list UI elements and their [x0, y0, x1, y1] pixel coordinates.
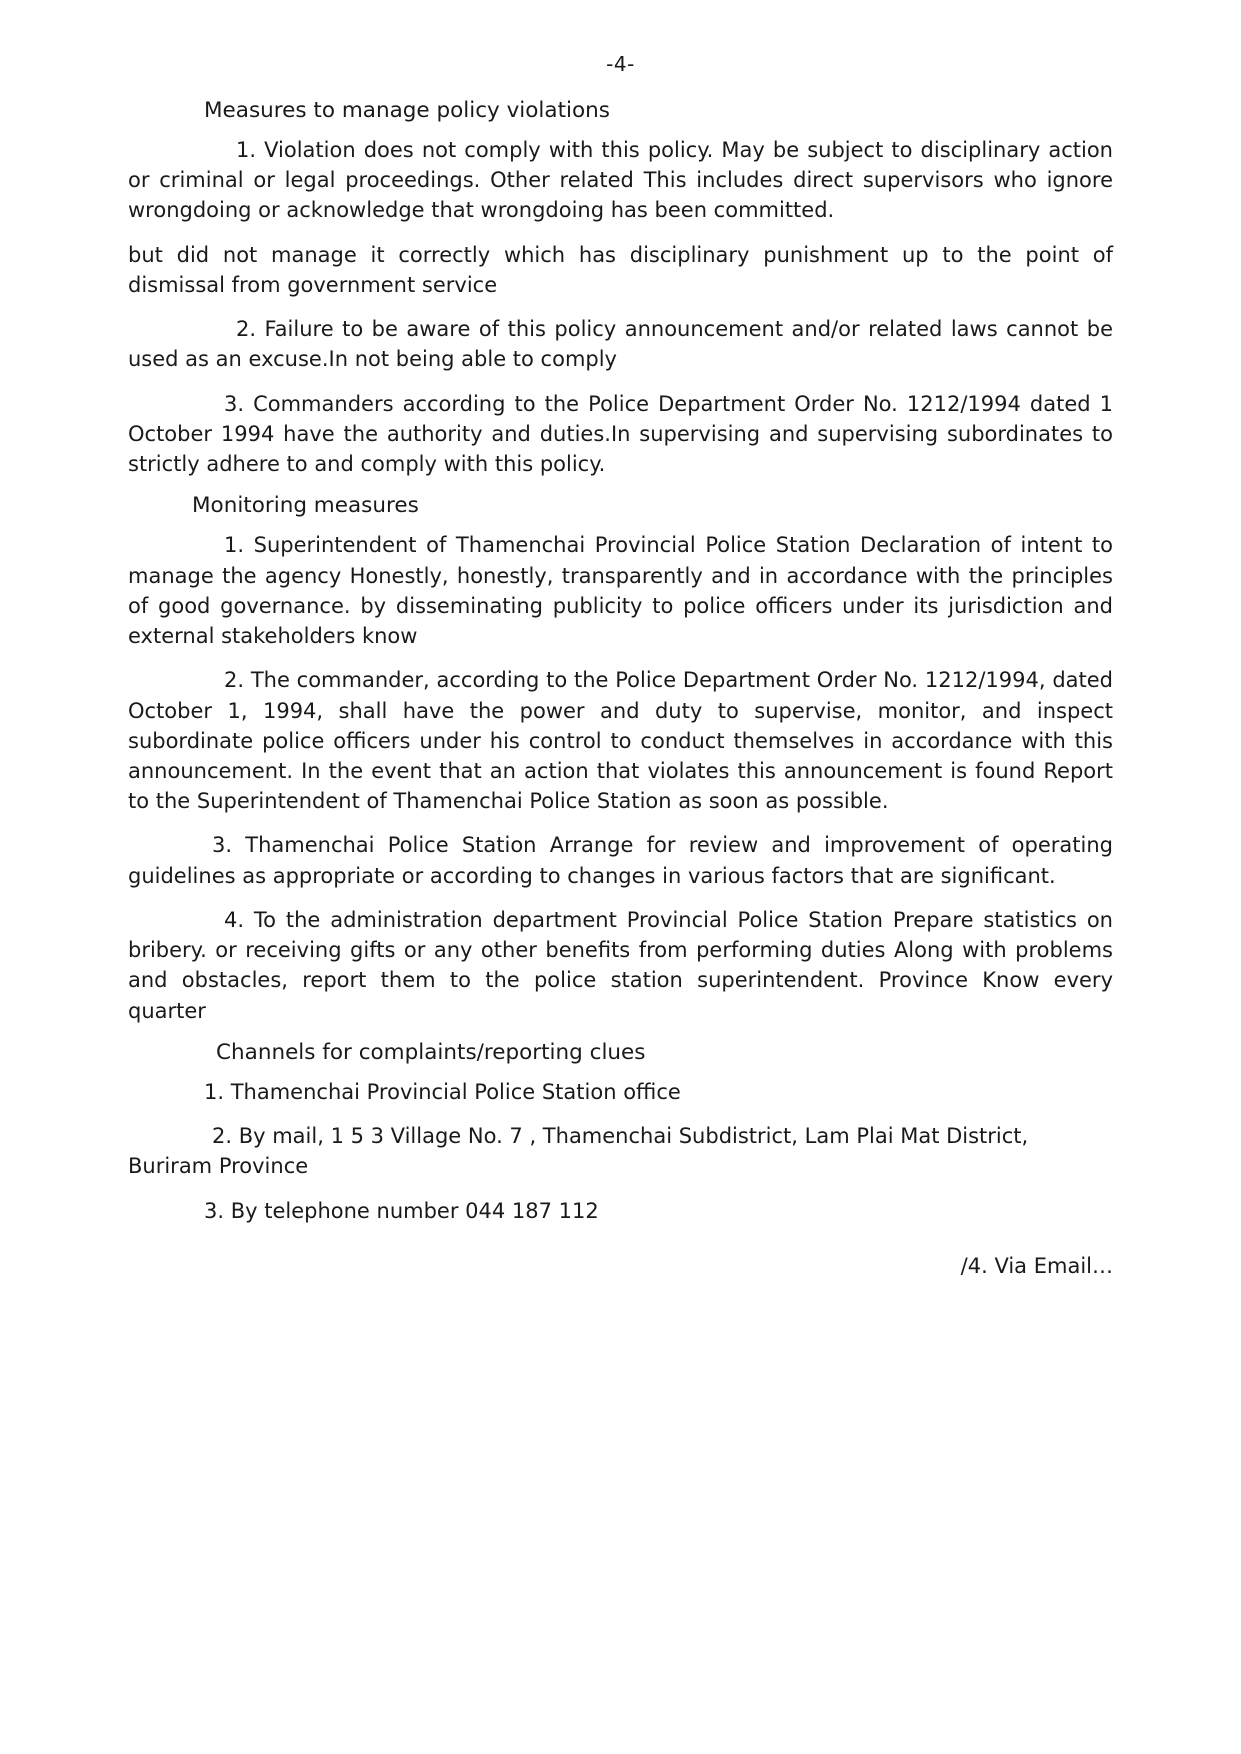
paragraph: [128, 314, 1113, 374]
list-item: [128, 1121, 1113, 1181]
section-heading-violations: Measures to manage policy violations: [204, 98, 610, 123]
footer-note: /4. Via Email…: [960, 1254, 1113, 1278]
paragraph-text: but did not manage it correctly which has disciplinary punishment up to the point of dismissal from government service: [128, 242, 1113, 297]
section-heading-monitoring: Monitoring measures: [192, 493, 419, 519]
list-item: 3. By telephone number 044 187 112: [204, 1198, 599, 1223]
paragraph-text: 2. The commander, according to the Police Department Order No. 1212/1994, dated October 1, 1994, shall have the power and duty to supervise, monitor, and inspect subordinate police officers under his control to conduct themselves in accordance with this announcement. In the event that an action that violates this announcement is found Report to the Superintendent of Thamenchai Police Station as soon as possible.: [128, 668, 1113, 814]
paragraph: [128, 530, 1113, 651]
paragraph-text: 1. Violation does not comply with this policy. May be subject to disciplinary action or criminal or legal proceedings. Other related This includes direct supervisors who ignore wrongdoing or acknowledge that wrongdoing has been committed.: [128, 138, 1113, 223]
paragraph: [128, 905, 1113, 1026]
paragraph-text: 1. Superintendent of Thamenchai Provincial Police Station Declaration of intent to manage the agency Honestly, honestly, transparently and in accordance with the principles of good governance. by disseminating publicity to police officers under its jurisdiction and external stakeholders know: [128, 533, 1113, 649]
list-item-text: 2. By mail, 1 5 3 Village No. 7 , Thamenchai Subdistrict, Lam Plai Mat District, Buriram Province: [128, 1124, 1029, 1179]
paragraph: [128, 665, 1113, 816]
paragraph-text: 4. To the administration department Provincial Police Station Prepare statistics on bribery. or receiving gifts or any other benefits from performing duties Along with problems and obstacles, report them to the police station superintendent. Province Know every quarter: [128, 907, 1113, 1023]
section-heading-channels: Channels for complaints/reporting clues: [216, 1039, 646, 1065]
paragraph: [128, 389, 1113, 480]
paragraph: [128, 240, 1113, 300]
paragraph: [128, 830, 1113, 890]
paragraph-text: 3. Thamenchai Police Station Arrange for review and improvement of operating guidelines as appropriate or according to changes in various factors that are significant.: [128, 833, 1113, 888]
paragraph: [128, 135, 1113, 226]
list-item: 1. Thamenchai Provincial Police Station office: [204, 1079, 681, 1104]
paragraph-text: 3. Commanders according to the Police Department Order No. 1212/1994 dated 1 October 1994 have the authority and duties.In supervising and supervising subordinates to strictly adhere to and comply with this policy.: [128, 391, 1113, 477]
paragraph-text: 2. Failure to be aware of this policy announcement and/or related laws cannot be used as an excuse.In not being able to comply: [128, 317, 1113, 372]
page-number: -4-: [606, 52, 635, 76]
